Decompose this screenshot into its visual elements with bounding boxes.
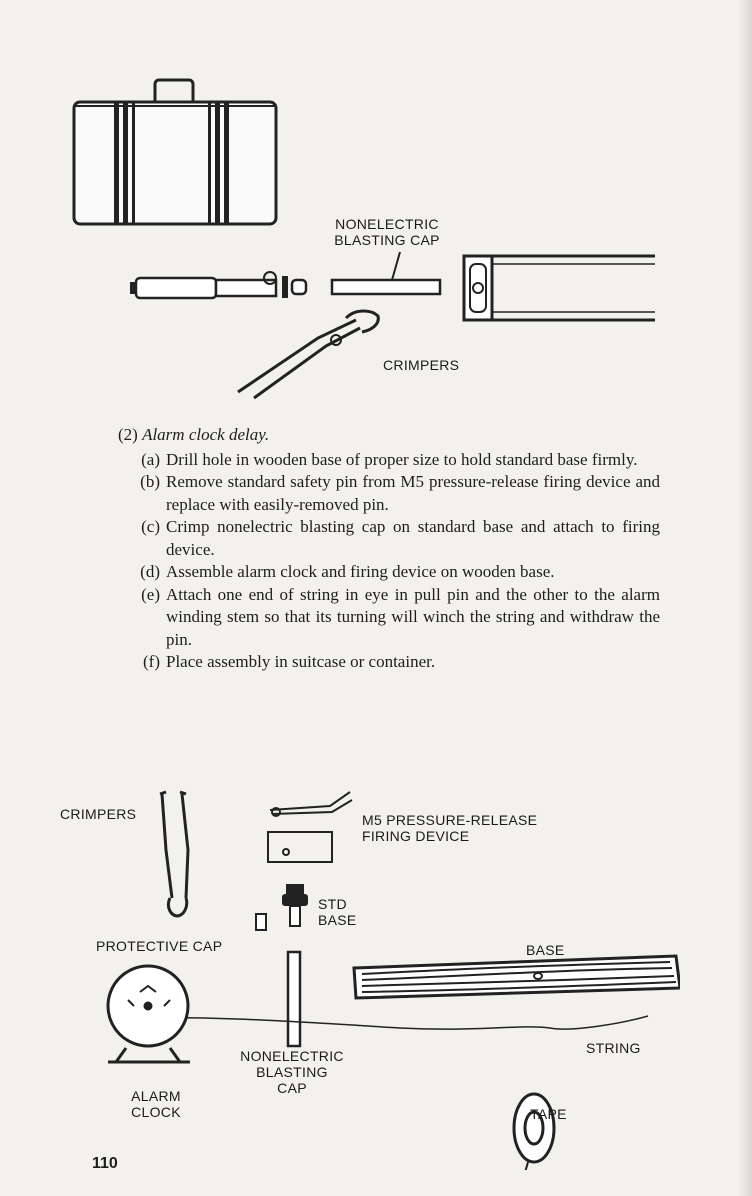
label-line: BLASTING: [256, 1064, 328, 1080]
step-letter: (f): [143, 652, 160, 671]
string-line: [130, 1016, 648, 1029]
instruction-step: [118, 471, 660, 516]
step-letter: (a): [141, 449, 160, 469]
alarm-clock-icon: [108, 966, 190, 1062]
std-base-icon: [282, 884, 308, 926]
label-line: CLOCK: [131, 1104, 181, 1120]
step-text: Attach one end of string in eye in pull pin and the other to the alarm winding stem so that its turning will winch the string and withdraw the pin.: [166, 584, 660, 649]
instruction-step: [118, 561, 660, 584]
alarm-clock-label: [116, 1088, 196, 1120]
instructions-title: Alarm clock delay.: [142, 425, 270, 444]
instruction-step: [118, 584, 660, 652]
wooden-base-icon: [464, 256, 655, 320]
step-text: Crimp nonelectric blasting cap on standard base and attach to firing device.: [166, 517, 660, 559]
std-base-label: [318, 896, 357, 928]
nonelectric-blasting-cap-label: [312, 216, 462, 248]
label-line: NONELECTRIC: [240, 1048, 344, 1064]
crimpers-icon: [160, 792, 188, 916]
crimpers-label: CRIMPERS: [383, 357, 460, 373]
step-letter: (b): [140, 472, 160, 491]
label-line: NONELECTRIC: [335, 216, 439, 232]
firing-device-icon: [130, 272, 306, 298]
label-line: BASE: [318, 912, 357, 928]
top-components-illustration: [120, 246, 665, 406]
instructions-heading: [118, 424, 660, 447]
step-text: Remove standard safety pin from M5 pressure-release firing device and replace with easily-removed pin.: [166, 472, 660, 514]
instruction-step: [118, 516, 660, 561]
wooden-base-plank-icon: [354, 956, 680, 998]
label-line: STD: [318, 896, 347, 912]
step-text: Drill hole in wooden base of proper size to hold standard base firmly.: [166, 449, 638, 469]
blasting-cap-icon: [288, 952, 300, 1046]
label-line: FIRING DEVICE: [362, 828, 470, 844]
page-number: 110: [92, 1155, 118, 1172]
page-edge-shadow: [738, 0, 752, 1196]
label-line: CAP: [277, 1080, 307, 1096]
blasting-cap-icon: [332, 280, 440, 294]
tape-label: TAPE: [530, 1106, 567, 1122]
leader-line: [392, 252, 400, 280]
m5-firing-device-label: [362, 812, 537, 844]
instruction-step: [118, 449, 660, 472]
protective-cap-icon: [256, 914, 266, 930]
nonelectric-blasting-cap-label: [232, 1048, 352, 1096]
string-label: STRING: [586, 1040, 641, 1056]
label-line: M5 PRESSURE-RELEASE: [362, 812, 538, 828]
suitcase-illustration: [70, 76, 280, 228]
step-letter: (c): [141, 517, 160, 536]
crimpers-icon: [238, 311, 378, 398]
protective-cap-label: PROTECTIVE CAP: [96, 938, 223, 954]
instructions-number: (2): [118, 425, 138, 444]
step-letter: (d): [140, 562, 160, 581]
step-text: Assemble alarm clock and firing device on wooden base.: [166, 562, 555, 581]
label-line: BLASTING CAP: [334, 232, 440, 248]
crimpers-label: CRIMPERS: [60, 806, 137, 822]
instructions: [118, 424, 660, 674]
base-label: BASE: [526, 942, 565, 958]
step-letter: (e): [141, 584, 160, 604]
instruction-step: [118, 651, 660, 674]
m5-firing-device-icon: [268, 792, 352, 862]
step-text: Place assembly in suitcase or container.: [166, 652, 436, 671]
label-line: ALARM: [131, 1088, 181, 1104]
